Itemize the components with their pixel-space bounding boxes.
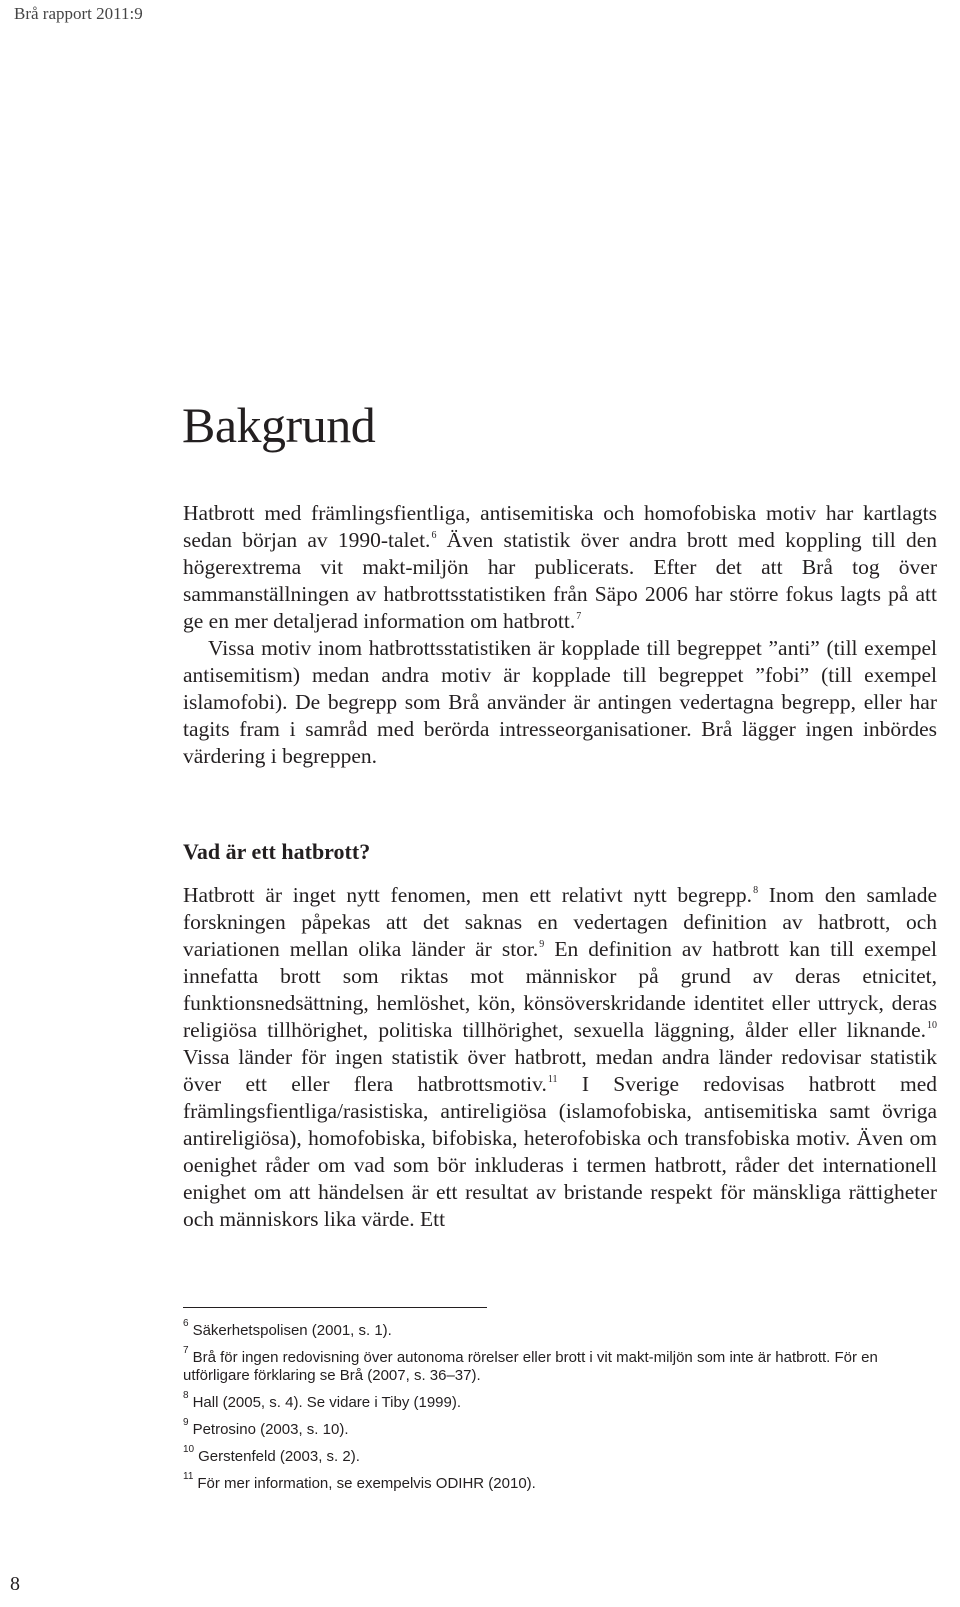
section-heading: Vad är ett hatbrott?	[183, 839, 371, 864]
footnote-text: Hall (2005, s. 4). Se vidare i Tiby (1999).	[192, 1394, 462, 1411]
footnote-mark: 11	[183, 1471, 194, 1482]
footnote-text: Gerstenfeld (2003, s. 2).	[198, 1448, 360, 1465]
footnote-ref-6[interactable]: 6	[431, 530, 437, 541]
paragraph-3	[183, 882, 937, 1233]
footnote-9	[183, 1417, 913, 1439]
footnote-ref-7[interactable]: 7	[576, 611, 582, 622]
paragraph-2: Vissa motiv inom hatbrottsstatistiken är kopplade till begreppet ”anti” (till exempel antisemitism) medan andra motiv är kopplade till begreppet ”fobi” (till exempel islamofobi). De begrepp som Brå använder är antingen vedertagna begrepp, eller har tagits fram i samråd med berörda intresseorganisationer. Brå lägger ingen inbördes värdering i begreppen.	[183, 636, 937, 768]
footnote-8	[183, 1390, 913, 1412]
paragraph-text: Hatbrott är inget nytt fenomen, men ett relativt nytt begrepp.	[183, 883, 753, 907]
footnote-text: För mer information, se exempelvis ODIHR (2010).	[197, 1475, 536, 1492]
footnote-7	[183, 1345, 913, 1385]
footnote-ref-9[interactable]: 9	[539, 939, 545, 950]
footnote-mark: 10	[183, 1444, 195, 1455]
footnotes	[183, 1318, 913, 1502]
footnote-6	[183, 1318, 913, 1340]
footnote-10	[183, 1444, 913, 1466]
footnote-mark: 9	[183, 1417, 189, 1428]
paragraph-text: En definition av hatbrott kan till exempel innefatta brott som riktas mot människor på grund av deras etnicitet, funktionsnedsättning, hemlöshet, kön, könsöverskridande identitet eller uttryck, deras religiösa tillhörighet, politiska tillhörighet, sexuella läggning, ålder eller liknande.	[183, 937, 937, 1042]
footnote-mark: 7	[183, 1345, 189, 1356]
footnote-divider	[183, 1307, 487, 1308]
section-text	[183, 882, 937, 1233]
paragraph-text: I Sverige redovisas hatbrott med främlingsfientliga/rasistiska, antireligiösa (islamofobiska, antisemitiska samt övriga antireligiösa), homofobiska, bifobiska, heterofobiska och transfobiska motiv. Även om oenighet råder om vad som bör inkluderas i termen hatbrott, råder det internationell enighet om att händelsen är ett resultat av bristande respekt för mänskliga rättigheter och människors lika värde. Ett	[183, 1072, 937, 1231]
footnote-ref-10[interactable]: 10	[927, 1020, 937, 1031]
footnote-text: Petrosino (2003, s. 10).	[192, 1421, 349, 1438]
page-number: 8	[10, 1573, 20, 1595]
footnote-text: Säkerhetspolisen (2001, s. 1).	[192, 1322, 392, 1339]
footnote-mark: 6	[183, 1318, 189, 1329]
paragraph-text: Vissa länder för ingen statistik över hatbrott, medan andra länder redovisar statistik över ett eller flera hatbrottsmotiv.	[183, 1045, 937, 1096]
intro-text	[183, 500, 937, 770]
footnote-11	[183, 1471, 913, 1493]
footnote-ref-11[interactable]: 11	[547, 1074, 558, 1085]
footnote-ref-8[interactable]: 8	[753, 885, 759, 896]
chapter-title: Bakgrund	[182, 397, 376, 453]
paragraph-1	[183, 500, 937, 635]
paragraph-text: Även statistik över andra brott med koppling till den högerextrema vit makt-miljön har publicerats. Efter det att Brå tog över sammanställningen av hatbrottsstatistiken från Säpo 2006 har större fokus lagts på att ge en mer detaljerad information om hatbrott.	[183, 528, 937, 633]
footnote-mark: 8	[183, 1390, 189, 1401]
footnote-text: Brå för ingen redovisning över autonoma rörelser eller brott i vit makt-miljön som inte är hatbrott. För en utförligare förklaring se Brå (2007, s. 36–37).	[183, 1349, 878, 1384]
paragraph-text: Inom den samlade forskningen påpekas att det saknas en vedertagen definition av hatbrott, och variationen mellan olika länder är stor.	[183, 883, 938, 961]
running-head: Brå rapport 2011:9	[14, 4, 143, 23]
paragraph-text: Hatbrott med främlingsfientliga, antisemitiska och homofobiska motiv har kartlagts sedan början av 1990-talet.	[183, 501, 937, 552]
